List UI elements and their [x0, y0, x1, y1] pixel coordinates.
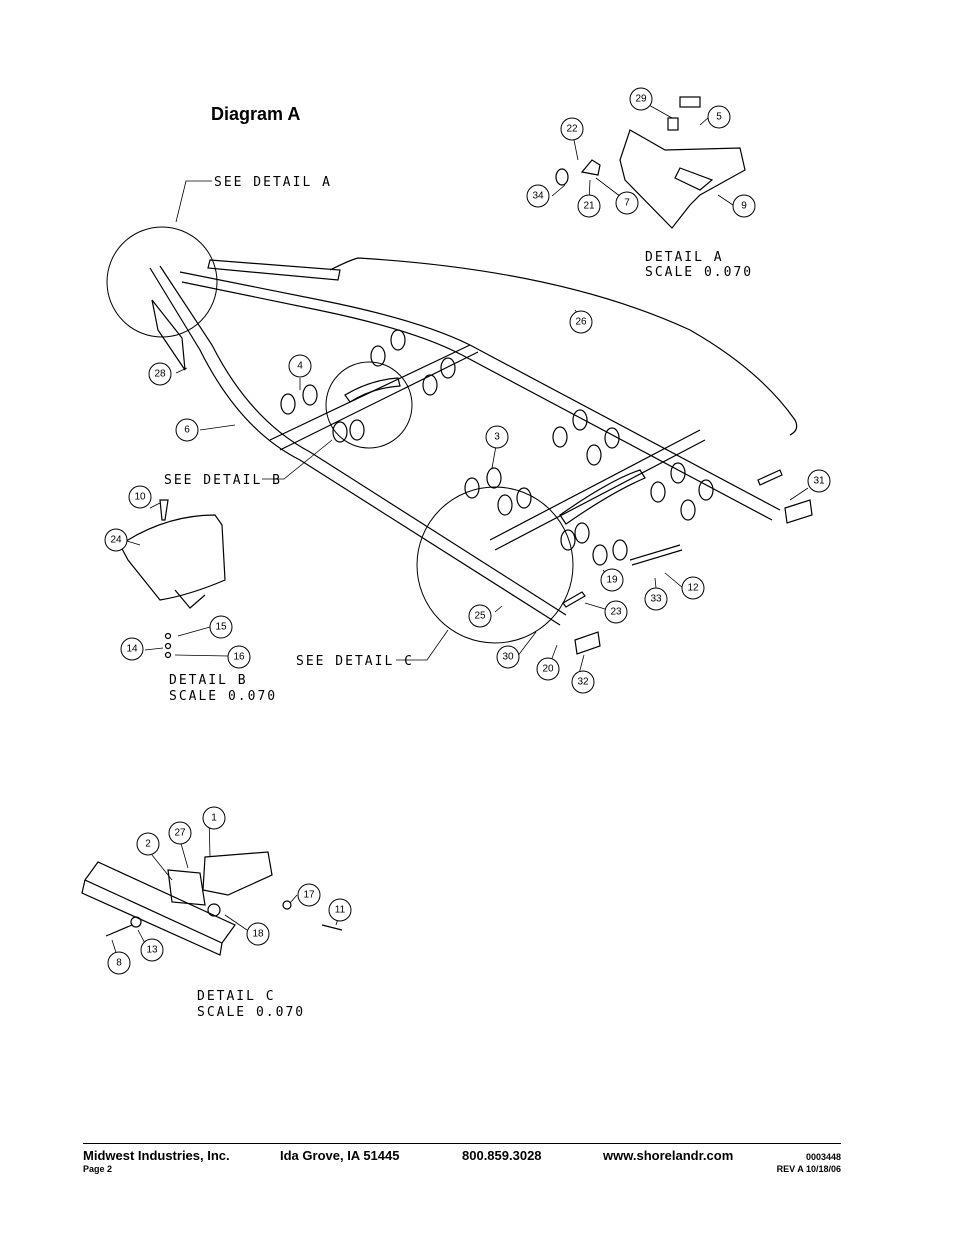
callout-26-label: 26	[575, 316, 587, 328]
callout-5-label: 5	[716, 111, 722, 123]
callout-15-label: 15	[215, 621, 227, 633]
trailer-frame	[150, 258, 797, 625]
leader-lines	[112, 100, 808, 962]
footer-phone: 800.859.3028	[462, 1148, 542, 1163]
callout-3-label: 3	[494, 431, 500, 443]
detail-c-label: DETAIL C	[197, 989, 276, 1004]
callout-11-label: 11	[334, 904, 346, 916]
callout-16-label: 16	[233, 651, 245, 663]
callout-17-label: 17	[303, 889, 315, 901]
footer-doc-number: 0003448	[805, 1152, 841, 1162]
callout-8-label: 8	[116, 957, 122, 969]
callout-18-label: 18	[252, 928, 264, 940]
roller-set-front	[281, 330, 455, 442]
callout-14-label: 14	[126, 643, 138, 655]
callout-2-label: 2	[145, 838, 151, 850]
callout-34-label: 34	[532, 190, 544, 202]
callout-29-label: 29	[635, 93, 647, 105]
callout-21-label: 21	[583, 200, 595, 212]
callout-4-label: 4	[297, 360, 303, 372]
detail-b-drawing	[120, 500, 225, 658]
callout-32-label: 32	[577, 676, 589, 688]
footer-website[interactable]: www.shorelandr.com	[603, 1148, 734, 1163]
detail-c-scale: SCALE 0.070	[197, 1005, 306, 1020]
callout-24-label: 24	[110, 534, 122, 546]
detail-b-label: DETAIL B	[169, 673, 248, 688]
callout-22-label: 22	[566, 123, 578, 135]
see-detail-b-label: SEE DETAIL B	[164, 473, 282, 488]
callout-12-label: 12	[687, 582, 699, 594]
detail-a-label: DETAIL A	[645, 250, 724, 265]
see-detail-c-label: SEE DETAIL C	[296, 654, 414, 669]
footer-revision: REV A 10/18/06	[776, 1164, 841, 1174]
callout-20-label: 20	[542, 663, 554, 675]
callout-9-label: 9	[741, 200, 747, 212]
callout-6-label: 6	[184, 424, 190, 436]
detail-b-scale: SCALE 0.070	[169, 689, 278, 704]
callout-31-label: 31	[813, 475, 825, 487]
footer-address: Ida Grove, IA 51445	[280, 1148, 400, 1163]
diagram-title: Diagram A	[211, 104, 301, 124]
callout-23-label: 23	[610, 606, 622, 618]
detail-a-scale: SCALE 0.070	[645, 265, 754, 280]
footer-company: Midwest Industries, Inc.	[83, 1148, 230, 1163]
callout-30-label: 30	[502, 651, 514, 663]
callout-25-label: 25	[474, 610, 486, 622]
callout-19-label: 19	[606, 574, 618, 586]
callout-1-label: 1	[211, 812, 217, 824]
footer-page-number: Page 2	[83, 1164, 113, 1174]
callout-27-label: 27	[174, 827, 186, 839]
callout-13-label: 13	[146, 944, 158, 956]
callout-7-label: 7	[624, 197, 630, 209]
callout-33-label: 33	[650, 593, 662, 605]
callout-28-label: 28	[154, 368, 166, 380]
callout-10-label: 10	[134, 491, 146, 503]
see-detail-a-label: SEE DETAIL A	[214, 175, 332, 190]
footer-divider	[83, 1143, 841, 1144]
